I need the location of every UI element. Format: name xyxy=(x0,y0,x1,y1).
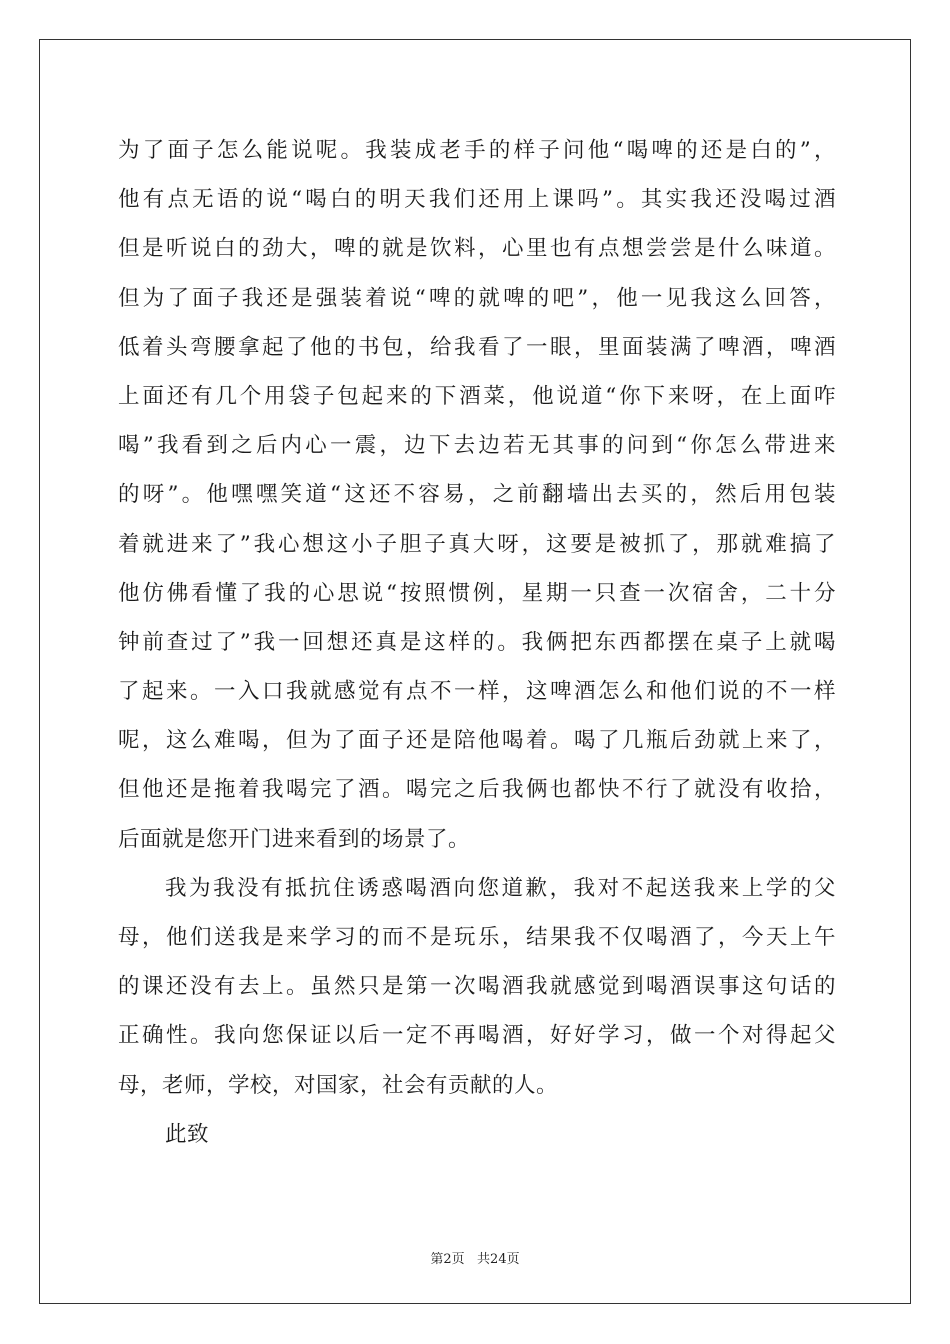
text-line: 的课还没有去上。虽然只是第一次喝酒我就感觉到喝酒误事这句话的 xyxy=(118,974,836,1000)
text-line: 着就进来了”我心想这小子胆子真大呀，这要是被抓了，那就难搞了 xyxy=(118,531,836,557)
text-line: 上面还有几个用袋子包起来的下酒菜，他说道“你下来呀，在上面咋 xyxy=(118,383,836,409)
page-number: 第2页 共24页 xyxy=(430,1252,520,1267)
text-line: 低着头弯腰拿起了他的书包，给我看了一眼，里面装满了啤酒，啤酒 xyxy=(118,334,836,360)
text-line: 钟前查过了”我一回想还真是这样的。我俩把东西都摆在桌子上就喝 xyxy=(118,629,836,655)
text-line: 但为了面子我还是强装着说“啤的就啤的吧”，他一见我这么回答， xyxy=(118,285,836,311)
text-line: 后面就是您开门进来看到的场景了。 xyxy=(118,826,471,852)
text-line: 我为我没有抵抗住诱惑喝酒向您道歉，我对不起送我来上学的父 xyxy=(165,875,836,901)
letter-body xyxy=(118,126,836,1159)
text-line: 但他还是拖着我喝完了酒。喝完之后我俩也都快不行了就没有收拾， xyxy=(118,777,836,803)
text-line: 他有点无语的说“喝白的明天我们还用上课吗”。其实我还没喝过酒 xyxy=(118,187,836,213)
text-line: 他仿佛看懂了我的心思说“按照惯例，星期一只查一次宿舍，二十分 xyxy=(118,580,836,606)
text-line: 为了面子怎么能说呢。我装成老手的样子问他“喝啤的还是白的”， xyxy=(118,138,836,163)
text-line: 母，他们送我是来学习的而不是玩乐，结果我不仅喝酒了，今天上午 xyxy=(118,925,836,950)
text-line: 但是听说白的劲大，啤的就是饮料，心里也有点想尝尝是什么味道。 xyxy=(118,236,836,262)
text-line: 了起来。一入口我就感觉有点不一样，这啤酒怎么和他们说的不一样 xyxy=(118,679,836,705)
text-line: 母，老师，学校，对国家，社会有贡献的人。 xyxy=(118,1072,559,1098)
text-line: 正确性。我向您保证以后一定不再喝酒，好好学习，做一个对得起父 xyxy=(118,1023,836,1049)
text-line: 的呀”。他嘿嘿笑道“这还不容易，之前翻墙出去买的，然后用包装 xyxy=(118,482,836,508)
closing-salutation: 此致 xyxy=(165,1121,210,1147)
text-line: 呢，这么难喝，但为了面子还是陪他喝着。喝了几瓶后劲就上来了， xyxy=(118,728,836,754)
text-line: 喝”我看到之后内心一震，边下去边若无其事的问到“你怎么带进来 xyxy=(118,433,836,459)
